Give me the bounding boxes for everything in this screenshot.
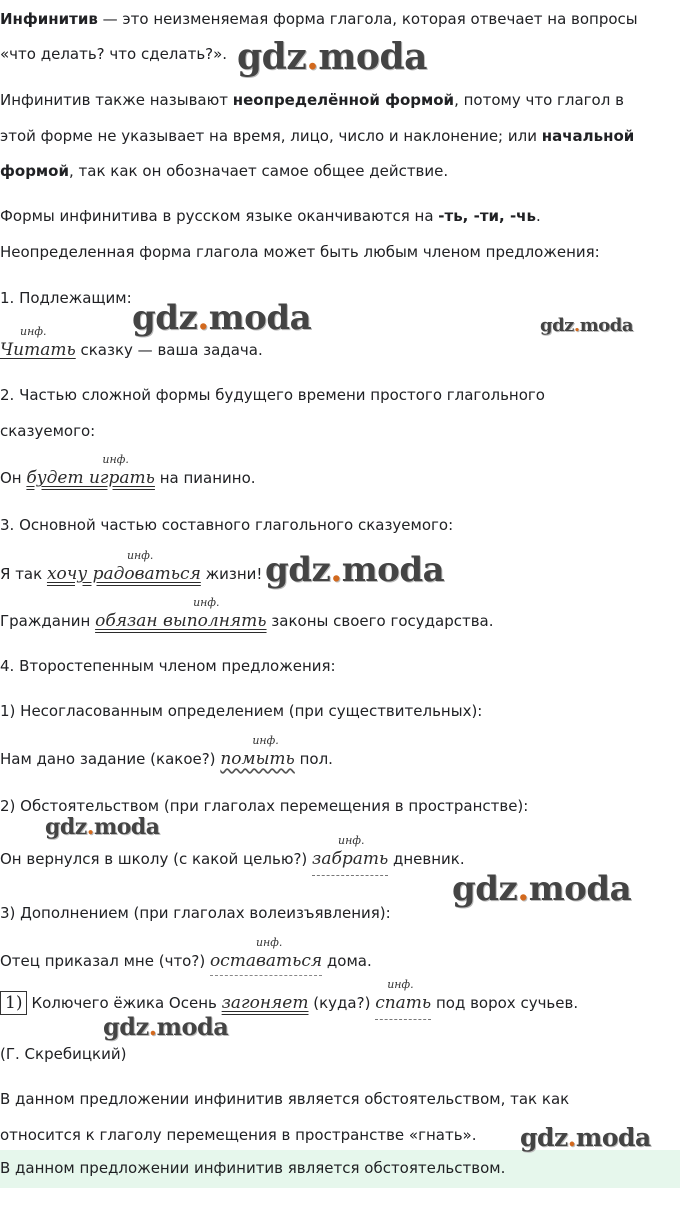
task-sentence — [0, 978, 579, 1015]
inf-mark: инф. — [338, 834, 365, 847]
subsection-3-heading: 3) Дополнением (при глаголах волеизъявления): — [0, 904, 391, 922]
example-predicate-1 — [0, 549, 263, 584]
word: забрать — [312, 849, 389, 869]
watermark-logo: gdz.moda — [45, 814, 160, 840]
answer-text: В данном предложении инфинитив является обстоятельством. — [0, 1159, 506, 1177]
example-future — [0, 453, 256, 488]
infinitive-word — [312, 834, 389, 876]
inf-mark: инф. — [255, 936, 283, 949]
word: будет играть — [26, 468, 155, 488]
infinitive-word — [220, 734, 295, 769]
infinitive-phrase — [26, 453, 155, 488]
infinitive-phrase — [95, 596, 267, 631]
bold-term: неопределённой формой — [232, 91, 455, 109]
explanation-line-1: В данном предложении инфинитив является обстоятельством, так как — [0, 1090, 570, 1108]
watermark-logo: gdz.moda — [452, 869, 632, 909]
section-1-heading: 1. Подлежащим: — [0, 289, 132, 307]
watermark-logo: gdz.moda — [103, 1012, 229, 1041]
infinitive-phrase — [46, 549, 201, 584]
endings: -ть, -ти, -чь — [438, 207, 536, 225]
word: оставаться — [209, 951, 323, 971]
text: этой форме не указывает на время, лицо, число и наклонение; или — [0, 127, 542, 145]
watermark-logo: gdz.moda — [237, 36, 427, 78]
section-4-heading: 4. Второстепенным членом предложения: — [0, 657, 336, 675]
inf-mark: инф. — [126, 549, 154, 562]
text: (куда?) — [308, 994, 376, 1012]
text: дома. — [322, 952, 372, 970]
inf-mark: инф. — [252, 734, 279, 747]
text: Он вернулся в школу (с какой целью?) — [0, 850, 313, 868]
word: Читать — [0, 340, 76, 360]
answer-highlight — [0, 1150, 680, 1188]
text: дневник. — [388, 850, 465, 868]
section-3-heading: 3. Основной частью составного глагольного сказуемого: — [0, 516, 454, 534]
example-subject — [0, 325, 263, 360]
members-intro: Неопределенная форма глагола может быть любым членом предложения: — [0, 243, 600, 261]
word: помыть — [220, 749, 295, 769]
text: Инфинитив также называют — [0, 91, 233, 109]
endings-line — [0, 207, 541, 225]
text: Я так — [0, 565, 47, 583]
example-attribute — [0, 734, 333, 769]
bold-term: формой — [0, 162, 70, 180]
watermark-logo: gdz.moda — [132, 298, 312, 338]
inf-mark: инф. — [387, 978, 414, 991]
inf-mark: инф. — [20, 325, 47, 338]
watermark-logo: gdz.moda — [540, 315, 633, 336]
term-infinitive: Инфинитив — [0, 10, 98, 28]
section-2-heading-1: 2. Частью сложной формы будущего времени простого глагольного — [0, 386, 545, 404]
task-number: 1) — [0, 991, 27, 1015]
paragraph-2-line-1 — [0, 91, 624, 109]
text: . — [535, 207, 541, 225]
text: сказку — ваша задача. — [75, 341, 263, 359]
word: хочу радоваться — [46, 564, 201, 584]
definition-line-1 — [0, 10, 638, 28]
text: под ворох сучьев. — [431, 994, 579, 1012]
subsection-2-heading: 2) Обстоятельством (при глаголах перемещения в пространстве): — [0, 797, 529, 815]
text: пол. — [294, 750, 333, 768]
example-adverbial — [0, 834, 465, 869]
text: , так как он обозначает самое общее действие. — [69, 162, 449, 180]
bold-term: начальной — [541, 127, 635, 145]
subsection-1-heading: 1) Несогласованным определением (при существительных): — [0, 702, 483, 720]
text: Он — [0, 469, 27, 487]
definition-line-2: «что делать? что сделать?». — [0, 45, 228, 63]
text: на пианино. — [154, 469, 256, 487]
text: Отец приказал мне (что?) — [0, 952, 210, 970]
predicate-word: загоняет — [221, 993, 309, 1013]
infinitive-word — [209, 936, 323, 976]
word: обязан выполнять — [95, 611, 267, 631]
text: законы своего государства. — [266, 612, 494, 630]
paragraph-2-line-2 — [0, 127, 634, 145]
example-object — [0, 936, 372, 971]
inf-mark: инф. — [102, 453, 129, 466]
explanation-line-2: относится к глаголу перемещения в пространстве «гнать». — [0, 1126, 477, 1144]
text: Формы инфинитива в русском языке оканчиваются на — [0, 207, 439, 225]
watermark-logo: gdz.moda — [265, 550, 445, 590]
infinitive-word — [0, 325, 76, 360]
word: спать — [375, 993, 432, 1013]
task-author: (Г. Скребицкий) — [0, 1045, 127, 1063]
inf-mark: инф. — [193, 596, 220, 609]
text: Колючего ёжика Осень — [31, 994, 222, 1012]
definition-text: — это неизменяемая форма глагола, которая отвечает на вопросы — [97, 10, 638, 28]
example-predicate-2 — [0, 596, 494, 631]
section-2-heading-2: сказуемого: — [0, 422, 96, 440]
text: , потому что глагол в — [454, 91, 624, 109]
infinitive-word — [375, 978, 432, 1020]
text: Нам дано задание (какое?) — [0, 750, 221, 768]
text: Гражданин — [0, 612, 96, 630]
watermark-logo: gdz.moda — [520, 1123, 651, 1152]
paragraph-2-line-3 — [0, 162, 448, 180]
text: жизни! — [200, 565, 263, 583]
